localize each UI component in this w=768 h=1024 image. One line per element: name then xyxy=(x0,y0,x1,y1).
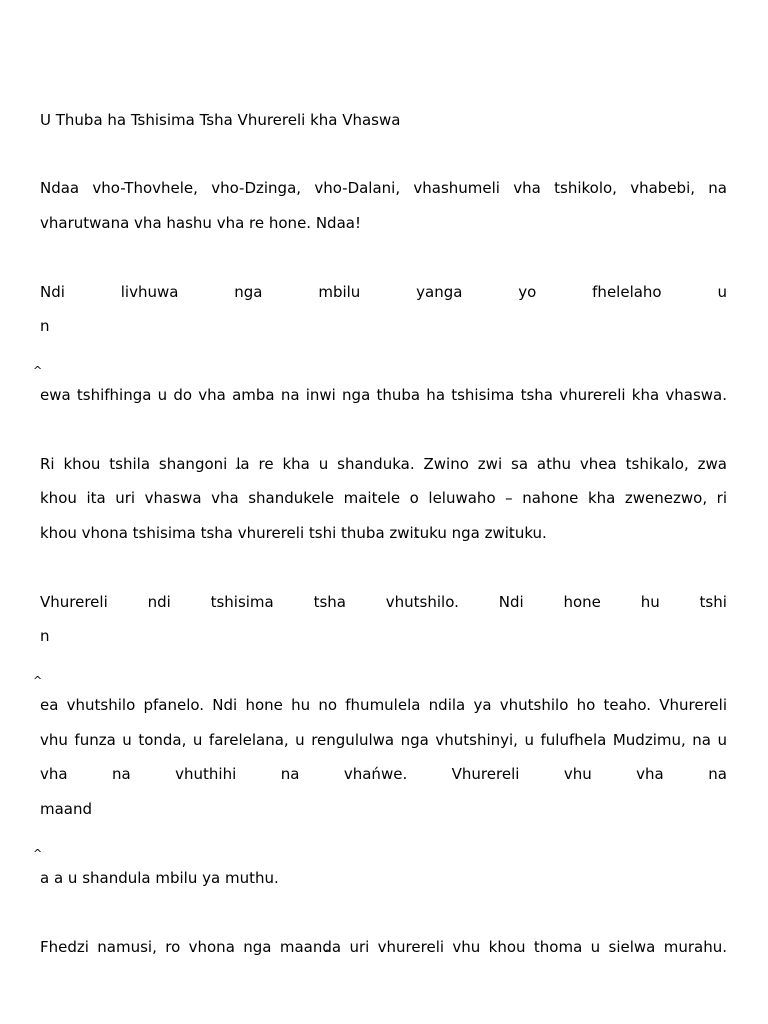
paragraph-3-line-3 xyxy=(40,523,727,543)
paragraph-4-line-5 xyxy=(40,764,727,784)
word: tsha xyxy=(313,593,346,611)
document-title: U Thuba ha Tshisima Tsha Vhurereli kha Vhaswa xyxy=(40,111,401,129)
paragraph-4-line-4: vhu funza u tonda, u farelelana, u rengululwa nga vhutshinyi, u fulufhela Mudzimu, na u xyxy=(40,731,727,749)
word: na xyxy=(280,765,300,783)
paragraph-1-line-2: vharutwana vha hashu vha re hone. Ndaa! xyxy=(40,214,361,232)
word: Vhurereli xyxy=(451,765,520,783)
paragraph-4-line-1 xyxy=(40,592,727,612)
accented-letter: l ^ xyxy=(236,454,240,474)
paragraph-2-line-1 xyxy=(40,282,727,302)
circumflex-mark: ^ xyxy=(33,674,43,687)
text-run: Fhedzi namusi, ro vhona nga maan xyxy=(40,938,323,956)
word: yo xyxy=(518,283,537,301)
word: Ndi xyxy=(498,593,524,611)
paragraph-3-line-1 xyxy=(40,454,727,474)
word: livhuwa xyxy=(120,283,179,301)
word: mbilu xyxy=(318,283,361,301)
circumflex-mark: ^ xyxy=(33,847,43,860)
text-run: uku. xyxy=(514,524,547,542)
text-run: khou vhona tshisima tsha vhurereli tshi thuba zwi xyxy=(40,524,414,542)
text-run: uku nga zwi xyxy=(419,524,509,542)
paragraph-5-line-1 xyxy=(40,937,727,957)
word: vhańwe. xyxy=(343,765,408,783)
circumflex-mark: ^ xyxy=(33,364,43,377)
paragraph-4-line-6: maand xyxy=(40,800,93,818)
word: nga xyxy=(234,283,263,301)
accented-letter: t ^ xyxy=(414,523,420,543)
paragraph-4-line-3: ea vhutshilo pfanelo. Ndi hone hu no fhumulela ndila ya vhutshilo ho teaho. Vhurereli xyxy=(40,696,727,714)
word: yanga xyxy=(416,283,463,301)
word: hone xyxy=(563,593,601,611)
paragraph-2-line-2: n xyxy=(40,317,50,335)
word: vha xyxy=(40,765,68,783)
word: na xyxy=(112,765,131,783)
word: tshi xyxy=(699,593,727,611)
accented-letter: d ^ xyxy=(322,937,332,957)
word: vhuthihi xyxy=(175,765,237,783)
paragraph-1-line-1: Ndaa vho-Thovhele, vho-Dzinga, vho-Dalani, vhashumeli vha tshikolo, vhabebi, na xyxy=(40,179,727,197)
word: fhelelaho xyxy=(592,283,662,301)
word: hu xyxy=(640,593,660,611)
word: vha xyxy=(636,765,664,783)
word: Ndi xyxy=(40,283,65,301)
text-run: Ri khou tshila shangoni xyxy=(40,455,237,473)
word: Vhurereli xyxy=(40,593,108,611)
paragraph-3-line-2: khou ita uri vhaswa vha shandukele maitele o leluwaho – nahone kha zwenezwo, ri xyxy=(40,489,727,507)
paragraph-4-line-7: a a u shandula mbilu ya muthu. xyxy=(40,869,279,887)
paragraph-2-line-3: ewa tshifhinga u do vha amba na inwi nga thuba ha tshisima tsha vhurereli kha vhaswa. xyxy=(40,386,727,404)
word: tshisima xyxy=(210,593,274,611)
accented-letter: t ^ xyxy=(509,523,515,543)
word: vhutshilo. xyxy=(385,593,459,611)
word: u xyxy=(717,283,727,301)
paragraph-4-line-2: n xyxy=(40,627,50,645)
text-run: a uri vhurereli vhu khou thoma u sielwa murahu. xyxy=(331,938,727,956)
text-run: a re kha u shanduka. Zwino zwi sa athu vhea tshikalo, zwa xyxy=(240,455,727,473)
word: vhu xyxy=(563,765,592,783)
word: na xyxy=(708,765,727,783)
word: ndi xyxy=(147,593,171,611)
